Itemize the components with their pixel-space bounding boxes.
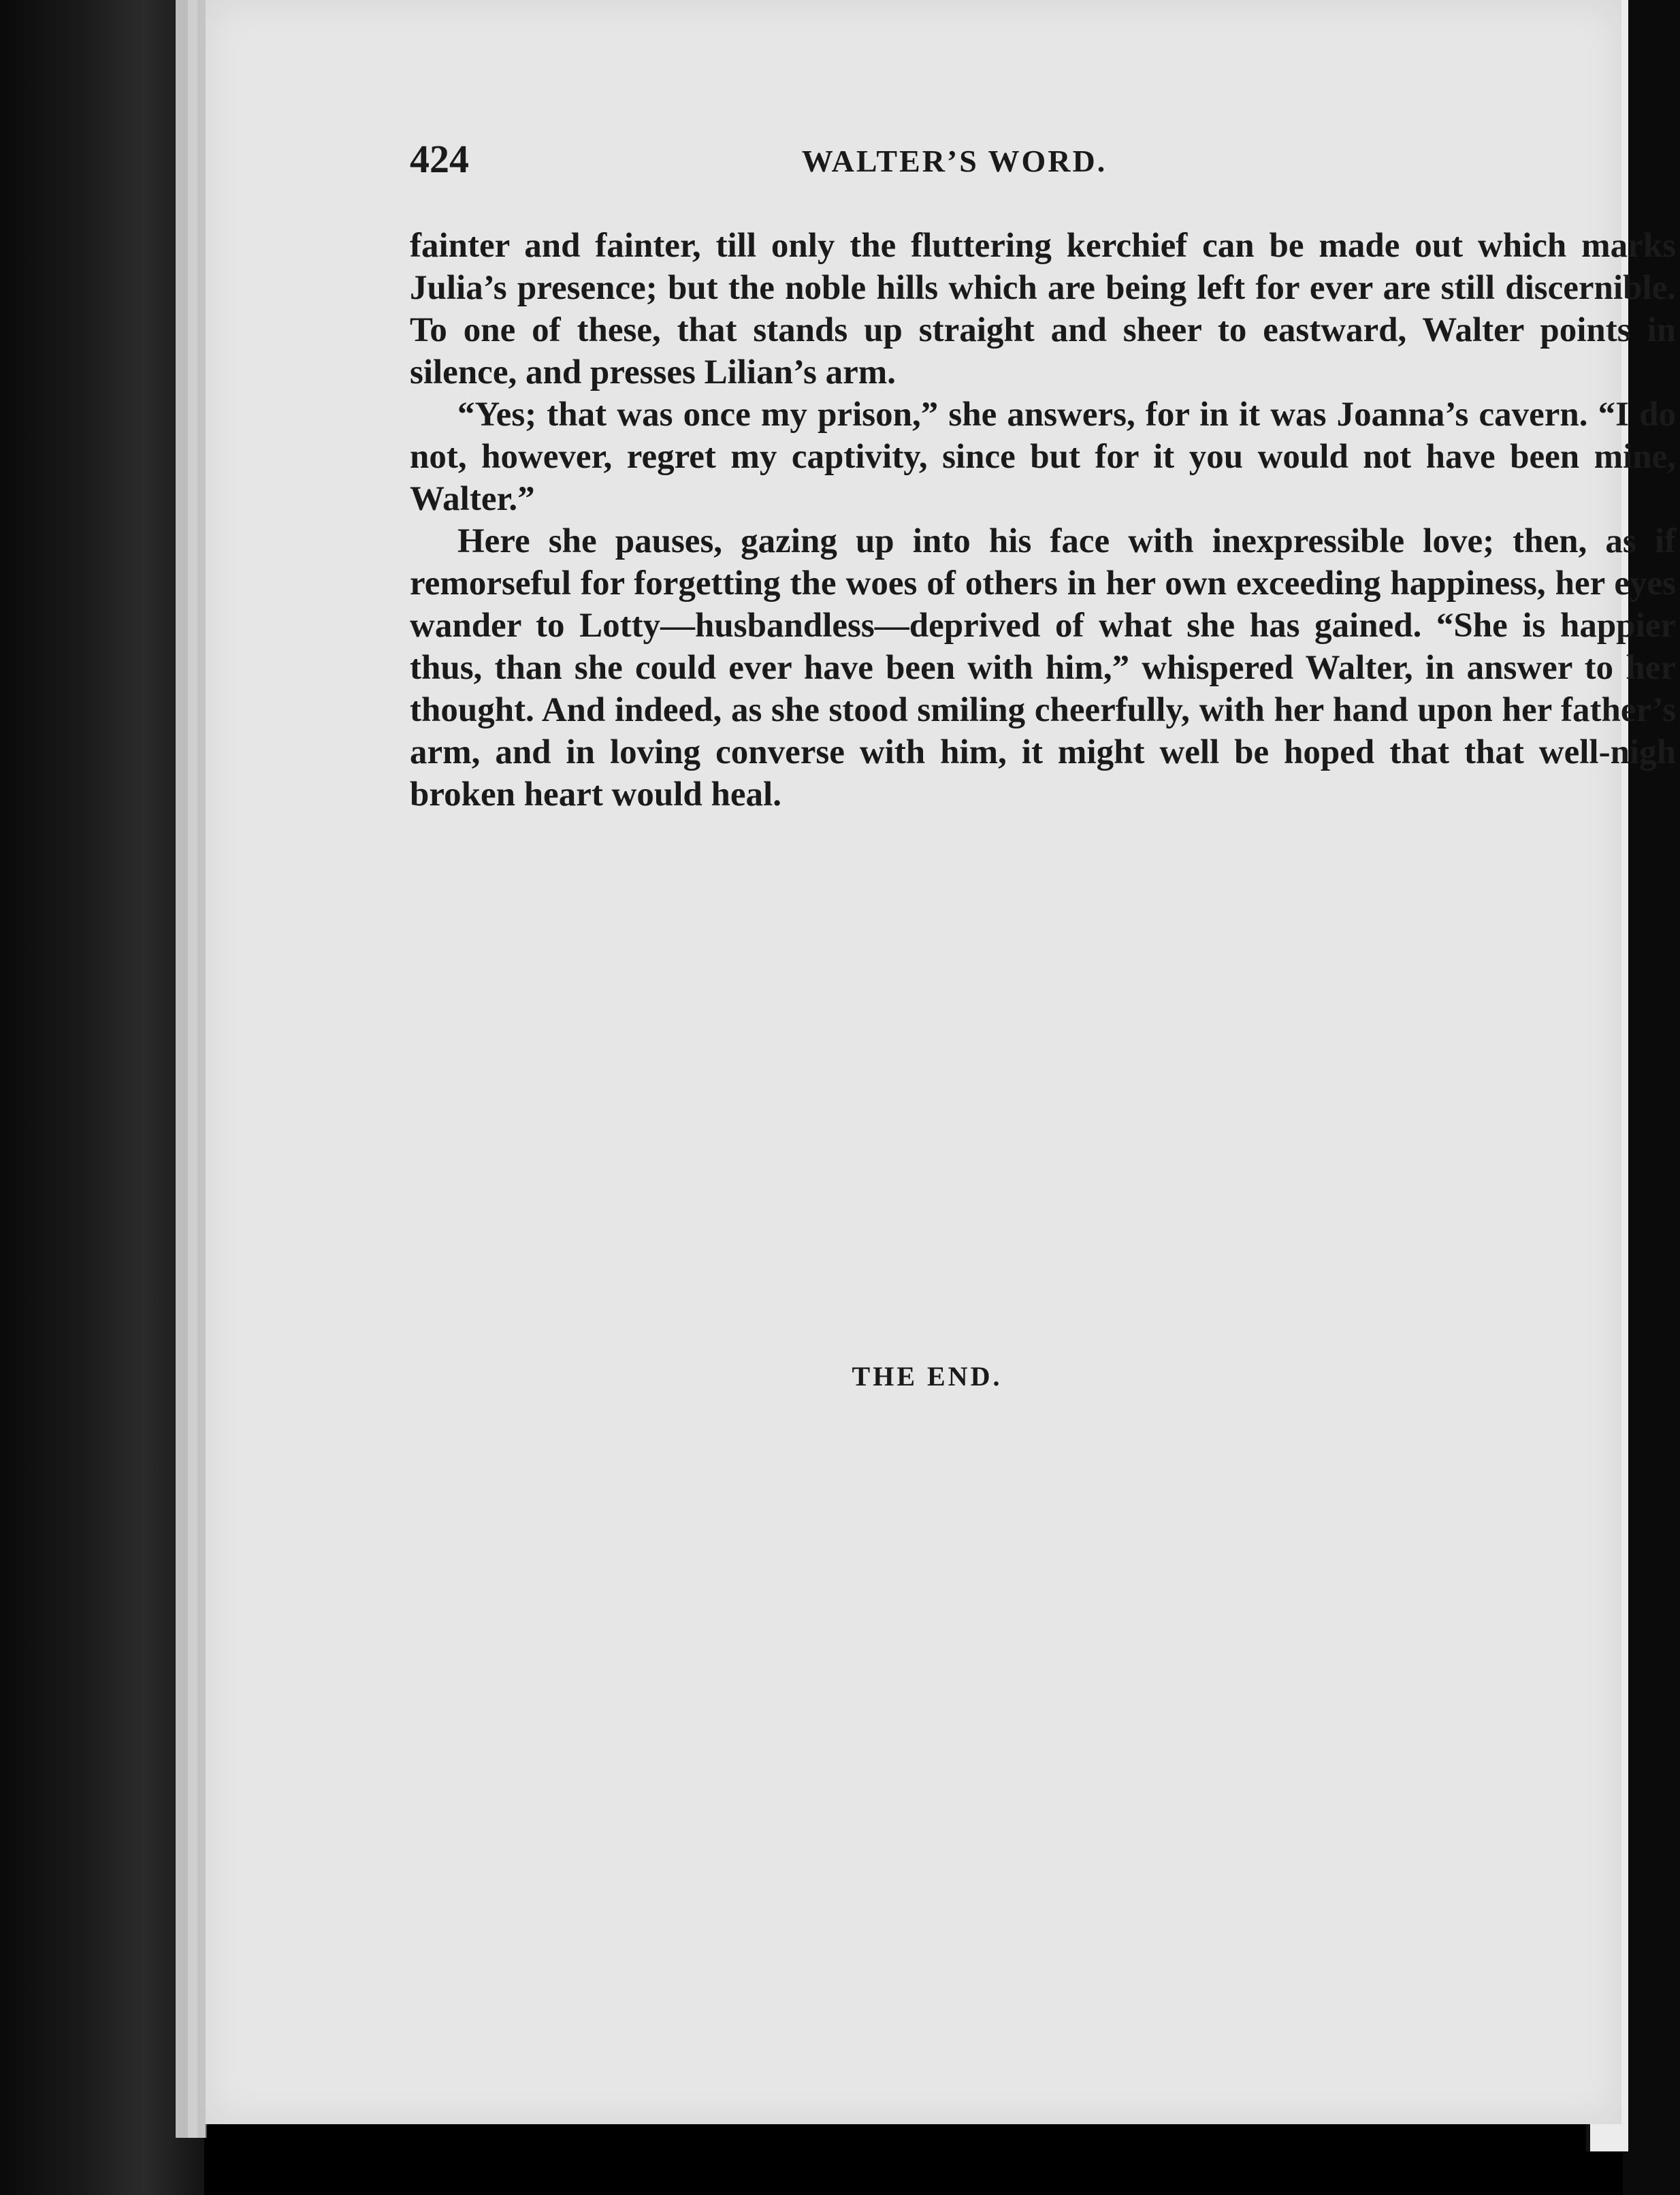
page-number: 424 [410,137,469,181]
paragraph: “Yes; that was once my prison,” she answers, for in it was Joanna’s cavern. “I do not, however, regret my captivity, since but for it you would not have been mine, Walter.” [410,396,1676,518]
book-page [206,0,1676,2124]
paragraph: fainter and fainter, till only the fluttering kerchief can be made out which marks Julia’s presence; but the noble hills which are being left for ever are still discernible. To one of these, that stands up straight and sheer to eastward, Walter points in silence, and presses Lilian’s arm. [410,227,1676,391]
paragraph: Here she pauses, gazing up into his face with inexpressible love; then, as if remorseful for forgetting the woes of others in her own exceeding happiness, her eyes wander to Lotty—husbandless—deprived of what she has gained. “She is happier thus, than she could ever have been with him,” whispered Walter, in answer to her thought. And indeed, as she stood smiling cheerfully, with her hand upon her father’s arm, and in loving converse with him, it might well be hoped that that well-nigh broken heart would heal. [410,522,1676,814]
page-header [206,136,1621,191]
body-text [410,225,1676,816]
book-binding [0,0,204,2195]
end-mark: THE END. [852,1361,1003,1392]
running-head: WALTER’S WORD. [801,144,1108,178]
page-edge [176,0,189,2138]
